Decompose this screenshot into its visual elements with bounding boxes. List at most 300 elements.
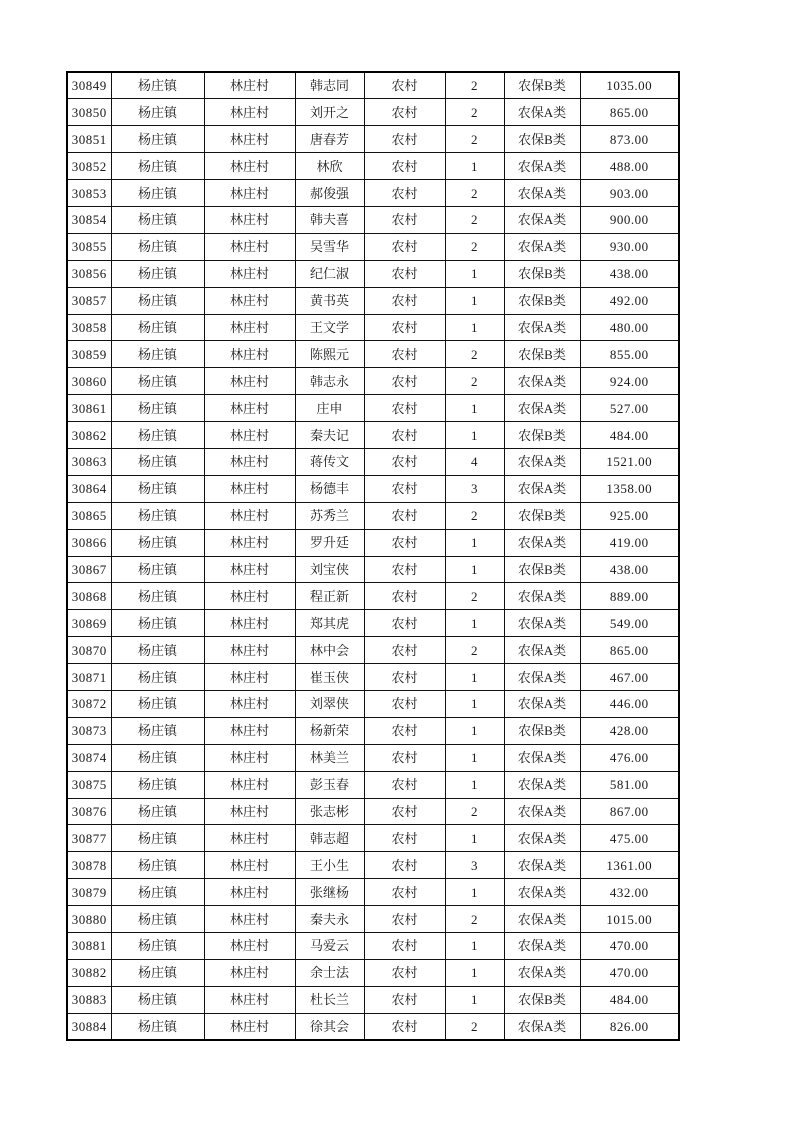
cell-amount: 1361.00 [580,852,679,879]
cell-count: 2 [445,502,504,529]
cell-amount: 865.00 [580,99,679,126]
cell-village: 林庄村 [204,556,295,583]
cell-count: 2 [445,126,504,153]
cell-category: 农保B类 [504,556,580,583]
cell-town: 杨庄镇 [111,287,204,314]
cell-residence: 农村 [364,852,445,879]
cell-category: 农保A类 [504,99,580,126]
cell-village: 林庄村 [204,771,295,798]
cell-name: 杜长兰 [295,986,364,1013]
cell-village: 林庄村 [204,986,295,1013]
cell-residence: 农村 [364,690,445,717]
cell-town: 杨庄镇 [111,610,204,637]
cell-residence: 农村 [364,153,445,180]
cell-residence: 农村 [364,206,445,233]
cell-id: 30853 [67,180,111,207]
table-row [67,368,679,395]
table-row [67,933,679,960]
table-row [67,825,679,852]
cell-village: 林庄村 [204,690,295,717]
cell-count: 3 [445,852,504,879]
cell-town: 杨庄镇 [111,717,204,744]
cell-residence: 农村 [364,395,445,422]
cell-village: 林庄村 [204,260,295,287]
cell-category: 农保B类 [504,287,580,314]
cell-residence: 农村 [364,314,445,341]
cell-residence: 农村 [364,933,445,960]
cell-town: 杨庄镇 [111,72,204,99]
cell-count: 1 [445,153,504,180]
cell-category: 农保B类 [504,72,580,99]
cell-category: 农保A类 [504,825,580,852]
cell-village: 林庄村 [204,287,295,314]
cell-village: 林庄村 [204,233,295,260]
cell-category: 农保A类 [504,744,580,771]
cell-id: 30876 [67,798,111,825]
cell-id: 30851 [67,126,111,153]
table-row [67,341,679,368]
cell-category: 农保A类 [504,610,580,637]
cell-id: 30858 [67,314,111,341]
cell-id: 30883 [67,986,111,1013]
cell-amount: 470.00 [580,959,679,986]
cell-town: 杨庄镇 [111,314,204,341]
cell-count: 2 [445,180,504,207]
cell-id: 30879 [67,879,111,906]
cell-amount: 475.00 [580,825,679,852]
table-row [67,475,679,502]
cell-id: 30850 [67,99,111,126]
cell-id: 30865 [67,502,111,529]
cell-name: 刘宝侠 [295,556,364,583]
cell-category: 农保A类 [504,153,580,180]
cell-town: 杨庄镇 [111,368,204,395]
cell-amount: 484.00 [580,986,679,1013]
table-row [67,986,679,1013]
cell-town: 杨庄镇 [111,933,204,960]
cell-residence: 农村 [364,260,445,287]
cell-amount: 492.00 [580,287,679,314]
cell-amount: 873.00 [580,126,679,153]
table-row [67,637,679,664]
cell-residence: 农村 [364,529,445,556]
cell-village: 林庄村 [204,906,295,933]
cell-town: 杨庄镇 [111,798,204,825]
cell-town: 杨庄镇 [111,502,204,529]
cell-name: 蒋传文 [295,448,364,475]
cell-village: 林庄村 [204,448,295,475]
cell-name: 林欣 [295,153,364,180]
cell-amount: 867.00 [580,798,679,825]
cell-amount: 889.00 [580,583,679,610]
cell-count: 2 [445,906,504,933]
cell-id: 30852 [67,153,111,180]
cell-category: 农保B类 [504,717,580,744]
cell-id: 30863 [67,448,111,475]
cell-residence: 农村 [364,341,445,368]
cell-category: 农保B类 [504,502,580,529]
cell-town: 杨庄镇 [111,341,204,368]
cell-name: 余士法 [295,959,364,986]
cell-residence: 农村 [364,233,445,260]
cell-residence: 农村 [364,556,445,583]
cell-count: 1 [445,959,504,986]
cell-count: 2 [445,72,504,99]
cell-name: 张志彬 [295,798,364,825]
cell-category: 农保A类 [504,180,580,207]
cell-town: 杨庄镇 [111,99,204,126]
cell-residence: 农村 [364,986,445,1013]
cell-amount: 480.00 [580,314,679,341]
cell-name: 杨德丰 [295,475,364,502]
cell-residence: 农村 [364,1013,445,1040]
cell-amount: 446.00 [580,690,679,717]
cell-count: 1 [445,395,504,422]
cell-category: 农保A类 [504,1013,580,1040]
cell-village: 林庄村 [204,1013,295,1040]
cell-count: 1 [445,933,504,960]
cell-name: 林美兰 [295,744,364,771]
cell-category: 农保A类 [504,933,580,960]
cell-count: 1 [445,717,504,744]
cell-village: 林庄村 [204,529,295,556]
cell-amount: 438.00 [580,260,679,287]
cell-village: 林庄村 [204,502,295,529]
cell-residence: 农村 [364,825,445,852]
cell-residence: 农村 [364,879,445,906]
cell-name: 韩志同 [295,72,364,99]
cell-amount: 484.00 [580,422,679,449]
cell-count: 4 [445,448,504,475]
table-row [67,798,679,825]
cell-name: 王文学 [295,314,364,341]
cell-category: 农保A类 [504,906,580,933]
cell-category: 农保A类 [504,529,580,556]
cell-category: 农保A类 [504,959,580,986]
cell-id: 30859 [67,341,111,368]
cell-amount: 1015.00 [580,906,679,933]
cell-category: 农保A类 [504,368,580,395]
cell-id: 30857 [67,287,111,314]
cell-amount: 428.00 [580,717,679,744]
cell-amount: 527.00 [580,395,679,422]
table-row [67,906,679,933]
cell-town: 杨庄镇 [111,395,204,422]
cell-amount: 488.00 [580,153,679,180]
cell-count: 1 [445,879,504,906]
cell-amount: 925.00 [580,502,679,529]
cell-name: 郑其虎 [295,610,364,637]
cell-town: 杨庄镇 [111,852,204,879]
cell-id: 30875 [67,771,111,798]
cell-residence: 农村 [364,368,445,395]
cell-id: 30861 [67,395,111,422]
table-row [67,502,679,529]
cell-category: 农保A类 [504,583,580,610]
cell-name: 程正新 [295,583,364,610]
cell-name: 吴雪华 [295,233,364,260]
cell-residence: 农村 [364,610,445,637]
cell-name: 彭玉春 [295,771,364,798]
cell-name: 郝俊强 [295,180,364,207]
cell-amount: 432.00 [580,879,679,906]
cell-village: 林庄村 [204,664,295,691]
table-row [67,395,679,422]
cell-village: 林庄村 [204,180,295,207]
cell-town: 杨庄镇 [111,422,204,449]
cell-town: 杨庄镇 [111,637,204,664]
cell-count: 2 [445,341,504,368]
cell-category: 农保A类 [504,637,580,664]
table-row [67,153,679,180]
cell-village: 林庄村 [204,341,295,368]
cell-category: 农保A类 [504,798,580,825]
cell-id: 30871 [67,664,111,691]
cell-name: 庄申 [295,395,364,422]
cell-count: 1 [445,986,504,1013]
cell-town: 杨庄镇 [111,260,204,287]
cell-name: 韩志超 [295,825,364,852]
cell-name: 杨新荣 [295,717,364,744]
cell-id: 30873 [67,717,111,744]
cell-amount: 581.00 [580,771,679,798]
cell-residence: 农村 [364,99,445,126]
cell-name: 秦夫永 [295,906,364,933]
table-row [67,717,679,744]
cell-category: 农保B类 [504,260,580,287]
cell-amount: 855.00 [580,341,679,368]
table-row [67,879,679,906]
cell-id: 30864 [67,475,111,502]
cell-count: 1 [445,260,504,287]
cell-village: 林庄村 [204,744,295,771]
cell-village: 林庄村 [204,314,295,341]
cell-town: 杨庄镇 [111,583,204,610]
cell-village: 林庄村 [204,126,295,153]
cell-id: 30856 [67,260,111,287]
cell-count: 2 [445,798,504,825]
cell-amount: 470.00 [580,933,679,960]
cell-count: 1 [445,744,504,771]
cell-category: 农保A类 [504,395,580,422]
cell-village: 林庄村 [204,637,295,664]
cell-count: 1 [445,556,504,583]
cell-residence: 农村 [364,637,445,664]
cell-town: 杨庄镇 [111,556,204,583]
cell-village: 林庄村 [204,368,295,395]
table-row [67,126,679,153]
table-row [67,690,679,717]
cell-count: 2 [445,583,504,610]
cell-name: 陈熙元 [295,341,364,368]
table-row [67,314,679,341]
cell-village: 林庄村 [204,99,295,126]
cell-category: 农保A类 [504,852,580,879]
cell-amount: 865.00 [580,637,679,664]
cell-count: 3 [445,475,504,502]
cell-town: 杨庄镇 [111,744,204,771]
cell-village: 林庄村 [204,475,295,502]
cell-id: 30866 [67,529,111,556]
cell-name: 崔玉侠 [295,664,364,691]
cell-category: 农保A类 [504,448,580,475]
cell-category: 农保B类 [504,422,580,449]
table-row [67,959,679,986]
cell-category: 农保A类 [504,206,580,233]
cell-id: 30862 [67,422,111,449]
table-row [67,448,679,475]
cell-category: 农保A类 [504,690,580,717]
cell-name: 韩夫喜 [295,206,364,233]
cell-count: 1 [445,529,504,556]
cell-town: 杨庄镇 [111,475,204,502]
cell-village: 林庄村 [204,72,295,99]
cell-amount: 467.00 [580,664,679,691]
cell-village: 林庄村 [204,583,295,610]
cell-town: 杨庄镇 [111,180,204,207]
cell-category: 农保A类 [504,879,580,906]
cell-town: 杨庄镇 [111,959,204,986]
cell-town: 杨庄镇 [111,906,204,933]
cell-town: 杨庄镇 [111,206,204,233]
cell-village: 林庄村 [204,852,295,879]
table-row [67,206,679,233]
cell-amount: 903.00 [580,180,679,207]
cell-name: 王小生 [295,852,364,879]
cell-count: 2 [445,1013,504,1040]
cell-village: 林庄村 [204,153,295,180]
cell-town: 杨庄镇 [111,153,204,180]
cell-id: 30854 [67,206,111,233]
cell-count: 1 [445,287,504,314]
cell-name: 刘翠侠 [295,690,364,717]
cell-village: 林庄村 [204,933,295,960]
cell-category: 农保B类 [504,126,580,153]
cell-name: 徐其会 [295,1013,364,1040]
cell-town: 杨庄镇 [111,986,204,1013]
cell-count: 1 [445,610,504,637]
cell-name: 秦夫记 [295,422,364,449]
cell-amount: 1035.00 [580,72,679,99]
cell-category: 农保B类 [504,986,580,1013]
cell-id: 30884 [67,1013,111,1040]
cell-amount: 419.00 [580,529,679,556]
cell-count: 2 [445,206,504,233]
cell-amount: 924.00 [580,368,679,395]
table-row [67,1013,679,1040]
cell-name: 张继杨 [295,879,364,906]
cell-count: 1 [445,690,504,717]
cell-name: 韩志永 [295,368,364,395]
cell-residence: 农村 [364,448,445,475]
table-row [67,852,679,879]
cell-village: 林庄村 [204,825,295,852]
cell-residence: 农村 [364,744,445,771]
cell-residence: 农村 [364,717,445,744]
cell-count: 2 [445,637,504,664]
cell-id: 30880 [67,906,111,933]
cell-id: 30849 [67,72,111,99]
table-row [67,744,679,771]
table-row [67,287,679,314]
table-row [67,556,679,583]
cell-amount: 900.00 [580,206,679,233]
cell-id: 30881 [67,933,111,960]
cell-town: 杨庄镇 [111,529,204,556]
cell-town: 杨庄镇 [111,825,204,852]
cell-village: 林庄村 [204,395,295,422]
cell-residence: 农村 [364,906,445,933]
table-row [67,422,679,449]
cell-amount: 1521.00 [580,448,679,475]
cell-count: 2 [445,233,504,260]
cell-village: 林庄村 [204,422,295,449]
cell-residence: 农村 [364,664,445,691]
pension-table-body [67,72,679,1040]
cell-village: 林庄村 [204,206,295,233]
cell-id: 30870 [67,637,111,664]
cell-residence: 农村 [364,475,445,502]
cell-category: 农保B类 [504,341,580,368]
cell-count: 1 [445,825,504,852]
cell-name: 黄书英 [295,287,364,314]
cell-town: 杨庄镇 [111,771,204,798]
table-row [67,99,679,126]
cell-id: 30868 [67,583,111,610]
table-row [67,664,679,691]
cell-id: 30867 [67,556,111,583]
cell-village: 林庄村 [204,959,295,986]
cell-category: 农保A类 [504,475,580,502]
cell-category: 农保A类 [504,771,580,798]
table-row [67,529,679,556]
cell-amount: 476.00 [580,744,679,771]
cell-name: 罗升廷 [295,529,364,556]
cell-count: 2 [445,99,504,126]
table-row [67,260,679,287]
table-row [67,72,679,99]
cell-town: 杨庄镇 [111,879,204,906]
pension-table [66,71,680,1041]
table-row [67,583,679,610]
table-row [67,610,679,637]
cell-count: 1 [445,422,504,449]
cell-name: 苏秀兰 [295,502,364,529]
cell-amount: 438.00 [580,556,679,583]
cell-count: 1 [445,664,504,691]
cell-id: 30860 [67,368,111,395]
cell-id: 30872 [67,690,111,717]
cell-category: 农保A类 [504,314,580,341]
table-row [67,180,679,207]
cell-count: 1 [445,771,504,798]
cell-id: 30877 [67,825,111,852]
cell-residence: 农村 [364,126,445,153]
cell-id: 30869 [67,610,111,637]
cell-town: 杨庄镇 [111,233,204,260]
cell-town: 杨庄镇 [111,664,204,691]
cell-village: 林庄村 [204,610,295,637]
cell-residence: 农村 [364,798,445,825]
cell-id: 30855 [67,233,111,260]
cell-residence: 农村 [364,502,445,529]
table-row [67,233,679,260]
cell-town: 杨庄镇 [111,448,204,475]
table-row [67,771,679,798]
cell-name: 纪仁淑 [295,260,364,287]
cell-id: 30878 [67,852,111,879]
cell-town: 杨庄镇 [111,126,204,153]
